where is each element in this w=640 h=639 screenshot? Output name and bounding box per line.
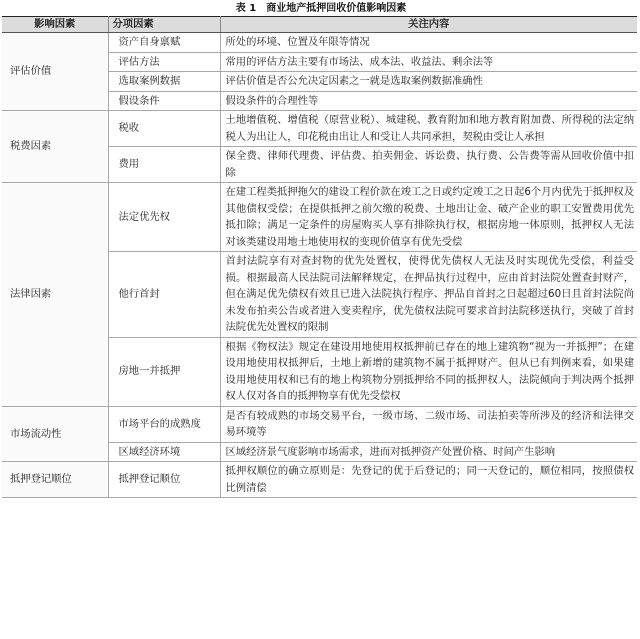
sub-factor-cell: 市场平台的成熟度 (108, 406, 220, 442)
table-header-row (2, 17, 637, 33)
header-influence-factor: 影响因素 (2, 17, 108, 33)
factor-tax-fees: 税费因素 (2, 111, 108, 183)
content-cell: 土地增值税、增值税（原营业税）、城建税、教育附加和地方教育附加费、所得税的法定纳税人为出让人，印花税由出让人和受让人共同承担，契税由受让人承担 (220, 111, 637, 147)
content-cell: 所处的环境、位置及年限等情况 (220, 33, 637, 53)
header-focus-content: 关注内容 (220, 17, 637, 33)
sub-factor-cell: 假设条件 (108, 91, 220, 111)
content-cell: 假设条件的合理性等 (220, 91, 637, 111)
content-cell: 保全费、律师代理费、评估费、拍卖佣金、诉讼费、执行费、公告费等需从回收价值中扣除 (220, 147, 637, 183)
sub-factor-cell: 税收 (108, 111, 220, 147)
table-row (2, 33, 637, 53)
sub-factor-cell: 他行首封 (108, 252, 220, 338)
factor-legal: 法律因素 (2, 183, 108, 407)
table-row (2, 462, 637, 498)
content-cell: 评估价值是否公允决定因素之一就是选取案例数据准确性 (220, 72, 637, 92)
content-cell: 首封法院享有对查封物的优先处置权，使得优先债权人无法及时实现优先受偿，利益受损。根据最高人民法院司法解释规定，在押品执行过程中，应由首封法院处置查封财产，但在满足优先债权有效且已进入法院执行程序、押品自首封之日起超过60日且首封法院尚未发布拍卖公告或者进入变卖程序，优先债权法院可要求首封法院移送执行，突破了首封法院优先处置权的限制 (220, 252, 637, 338)
header-sub-factor: 分项因素 (108, 17, 220, 33)
content-cell: 根据《物权法》规定在建设用地使用权抵押前已存在的地上建筑物“视为一并抵押”；在建设用地使用权抵押后，土地上新增的建筑物不属于抵押财产。但从已有判例来看，如果建设用地使用权和已有的地上构筑物分别抵押给不同的抵押权人，法院倾向于判决两个抵押权人仅对各自的抵押物享有优先受偿权 (220, 337, 637, 406)
sub-factor-cell: 评估方法 (108, 52, 220, 72)
sub-factor-cell: 抵押登记顺位 (108, 462, 220, 498)
sub-factor-cell: 资产自身禀赋 (108, 33, 220, 53)
factor-market-liquidity: 市场流动性 (2, 406, 108, 462)
table-row (2, 183, 637, 252)
sub-factor-cell: 区域经济环境 (108, 442, 220, 462)
factor-appraisal-value: 评估价值 (2, 33, 108, 111)
content-cell: 区域经济景气度影响市场需求，进而对抵押资产处置价格、时间产生影响 (220, 442, 637, 462)
sub-factor-cell: 选取案例数据 (108, 72, 220, 92)
content-cell: 在建工程类抵押拖欠的建设工程价款在竣工之日或约定竣工之日起6个月内优先于抵押权及其他债权受偿；在提供抵押之前欠缴的税费、土地出让金、破产企业的职工安置费用优先抵扣除；满足一定条件的房屋购买人享有排除执行权，根据房地一体原则，抵押权人无法对该类建设用地土地使用权的变现价值享有优先受偿 (220, 183, 637, 252)
sub-factor-cell: 房地一并抵押 (108, 337, 220, 406)
content-cell: 常用的评估方法主要有市场法、成本法、收益法、剩余法等 (220, 52, 637, 72)
sub-factor-cell: 法定优先权 (108, 183, 220, 252)
content-cell: 是否有较成熟的市场交易平台，一级市场、二级市场、司法拍卖等所涉及的经济和法律交易环境等 (220, 406, 637, 442)
table-row (2, 406, 637, 442)
content-cell: 抵押权顺位的确立原则是：先登记的优于后登记的；同一天登记的，顺位相同，按照债权比例清偿 (220, 462, 637, 498)
sub-factor-cell: 费用 (108, 147, 220, 183)
table-row (2, 111, 637, 147)
factor-mortgage-registration-order: 抵押登记顺位 (2, 462, 108, 498)
table-caption: 表 1 商业地产抵押回收价值影响因素 (235, 3, 407, 14)
influence-factors-table (2, 16, 637, 498)
